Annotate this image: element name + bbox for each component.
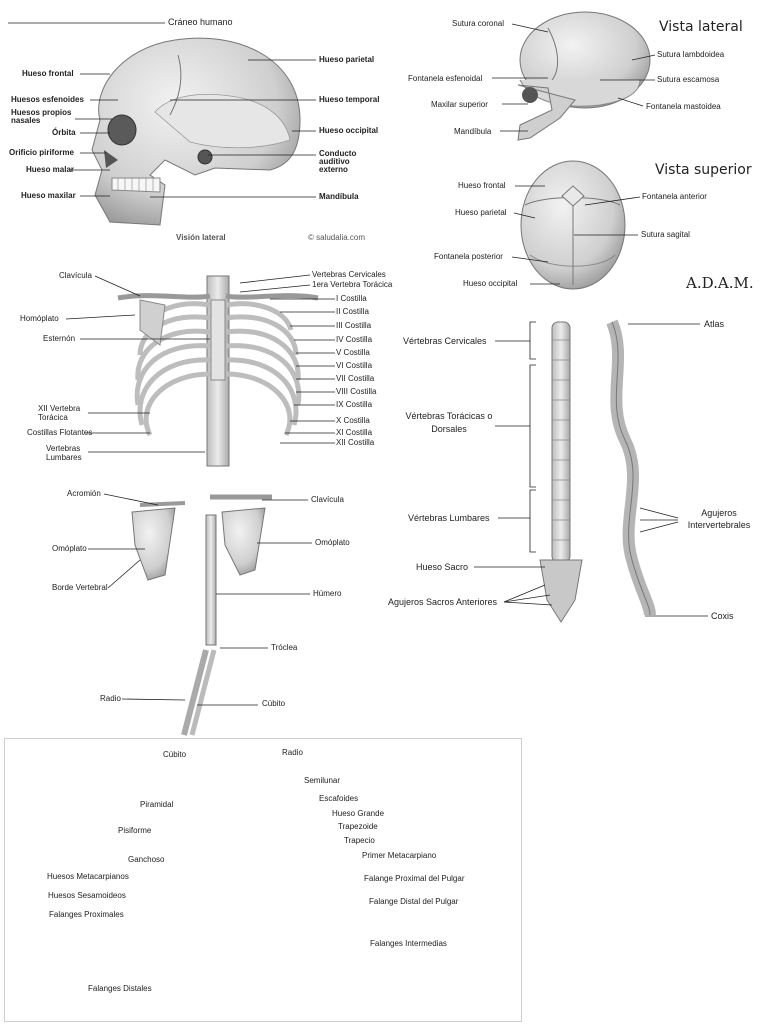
skull-credit: © saludalia.com — [308, 233, 366, 242]
label-nasales: Huesos propios nasales — [11, 108, 72, 125]
label-hueso-grande: Hueso Grande — [332, 809, 385, 818]
label-costilla-6: VI Costilla — [336, 361, 373, 370]
spine-front-drawing — [540, 322, 582, 622]
label-coxis: Coxis — [711, 611, 734, 621]
label-pisiforme: Pisiforme — [118, 826, 152, 835]
label-lumbares-spine: Vértebras Lumbares — [408, 513, 490, 523]
label-costilla-8: VIII Costilla — [336, 387, 377, 396]
label-mandibula: Mandíbula — [319, 192, 359, 201]
label-semilunar: Semilunar — [304, 776, 341, 785]
label-1era-vertebra: 1era Vertebra Torácica — [312, 280, 393, 289]
label-metacarpianos: Huesos Metacarpianos — [47, 872, 129, 881]
label-clavicula-arm: Clavícula — [311, 495, 344, 504]
label-costilla-9: IX Costilla — [336, 400, 373, 409]
fetal-skull-lateral-drawing — [518, 12, 650, 140]
label-agujeros-intervertebrales: Agujeros Intervertebrales — [687, 508, 751, 530]
label-parietal: Hueso parietal — [319, 55, 375, 64]
vista-superior-title: Vista superior — [655, 162, 752, 178]
label-malar: Hueso malar — [26, 165, 75, 174]
label-hueso-frontal: Hueso frontal — [22, 69, 74, 78]
label-maxilar: Hueso maxilar — [21, 191, 76, 200]
label-falanges-proximales: Falanges Proximales — [49, 910, 124, 919]
label-costilla-1: I Costilla — [336, 294, 367, 303]
label-occipital: Hueso occipital — [319, 126, 379, 135]
label-cubito-hand: Cúbito — [163, 750, 187, 759]
label-falange-proximal-pulgar: Falange Proximal del Pulgar — [364, 874, 465, 883]
label-xii-vertebra: XII Vertebra Torácica — [38, 404, 81, 422]
label-sutura-coronal: Sutura coronal — [452, 19, 505, 28]
thorax-drawing — [118, 276, 318, 466]
label-sutura-lambdoidea: Sutura lambdoidea — [657, 50, 725, 59]
label-escafoides: Escafoides — [319, 794, 359, 803]
label-vertebras-lumbares-torax: Vertebras Lumbares — [46, 444, 82, 462]
label-costilla-5: V Costilla — [336, 348, 370, 357]
label-trapezoide: Trapezoide — [338, 822, 378, 831]
label-esfenoides: Huesos esfenoides — [11, 95, 84, 104]
label-maxilar-superior: Maxilar superior — [431, 100, 488, 109]
label-fontanela-esfenoidal: Fontanela esfenoidal — [408, 74, 483, 83]
label-fontanela-mastoidea: Fontanela mastoidea — [646, 102, 721, 111]
label-omoplato-right: Omóplato — [315, 538, 350, 547]
label-omoplato-left: Omóplato — [52, 544, 87, 553]
vista-lateral-title: Vista lateral — [659, 19, 743, 35]
label-costillas-flotantes: Costillas Flotantes — [27, 428, 93, 437]
skull-title: Cráneo humano — [168, 17, 233, 27]
label-costilla-4: IV Costilla — [336, 335, 373, 344]
label-falanges-intermedias: Falanges Intermedias — [370, 939, 447, 948]
label-primer-metacarpiano: Primer Metacarpiano — [362, 851, 437, 860]
label-fontanela-anterior: Fontanela anterior — [642, 192, 707, 201]
label-troclea: Tróclea — [271, 643, 298, 652]
label-costilla-12: XII Costilla — [336, 438, 375, 447]
label-radio-arm: Radio — [100, 694, 121, 703]
label-piriforme: Orificio piriforme — [9, 148, 74, 157]
label-esternon: Esternón — [43, 334, 76, 343]
label-ganchoso: Ganchoso — [128, 855, 165, 864]
label-costilla-10: X Costilla — [336, 416, 370, 425]
label-radio-hand: Radio — [282, 748, 303, 757]
label-cervicales-spine: Vértebras Cervicales — [403, 336, 487, 346]
label-fontanela-posterior: Fontanela posterior — [434, 252, 503, 261]
fetal-skull-superior-drawing — [521, 161, 625, 289]
label-mandibula-fetal: Mandíbula — [454, 127, 492, 136]
label-piramidal: Piramidal — [140, 800, 174, 809]
label-borde-vertebral: Borde Vertebral — [52, 583, 108, 592]
label-costilla-2: II Costilla — [336, 307, 369, 316]
label-frontal-fetal: Hueso frontal — [458, 181, 506, 190]
label-sesamoideos: Huesos Sesamoideos — [48, 891, 126, 900]
label-sutura-sagital: Sutura sagital — [641, 230, 690, 239]
label-falange-distal-pulgar: Falange Distal del Pulgar — [369, 897, 459, 906]
label-atlas: Atlas — [704, 319, 725, 329]
label-costilla-7: VII Costilla — [336, 374, 375, 383]
label-costilla-3: III Costilla — [336, 321, 372, 330]
label-toracicas: Vértebras Torácicas o Dorsales — [405, 411, 493, 434]
label-trapecio: Trapecio — [344, 836, 375, 845]
label-homoplato: Homóplato — [20, 314, 59, 323]
label-sutura-escamosa: Sutura escamosa — [657, 75, 720, 84]
label-occipital-fetal: Hueso occipital — [463, 279, 518, 288]
label-temporal: Hueso temporal — [319, 95, 380, 104]
label-agujeros-sacros: Agujeros Sacros Anteriores — [388, 597, 498, 607]
label-vertebras-cervicales-torax: Vertebras Cervicales — [312, 270, 386, 279]
label-parietal-fetal: Hueso parietal — [455, 208, 507, 217]
label-cubito-arm: Cúbito — [262, 699, 286, 708]
label-falanges-distales: Falanges Distales — [88, 984, 152, 993]
label-clavicula-torax: Clavícula — [59, 271, 92, 280]
skull-caption: Visión lateral — [176, 233, 226, 242]
adam-logo: A.D.A.M. — [686, 274, 754, 292]
label-orbita: Órbita — [52, 128, 76, 137]
label-costilla-11: XI Costilla — [336, 428, 373, 437]
spine-side-drawing — [612, 322, 650, 615]
label-acromion: Acromión — [67, 489, 101, 498]
label-hueso-sacro: Hueso Sacro — [416, 562, 469, 572]
label-humero: Húmero — [313, 589, 342, 598]
label-auditivo: Conducto auditivo externo — [319, 149, 357, 174]
